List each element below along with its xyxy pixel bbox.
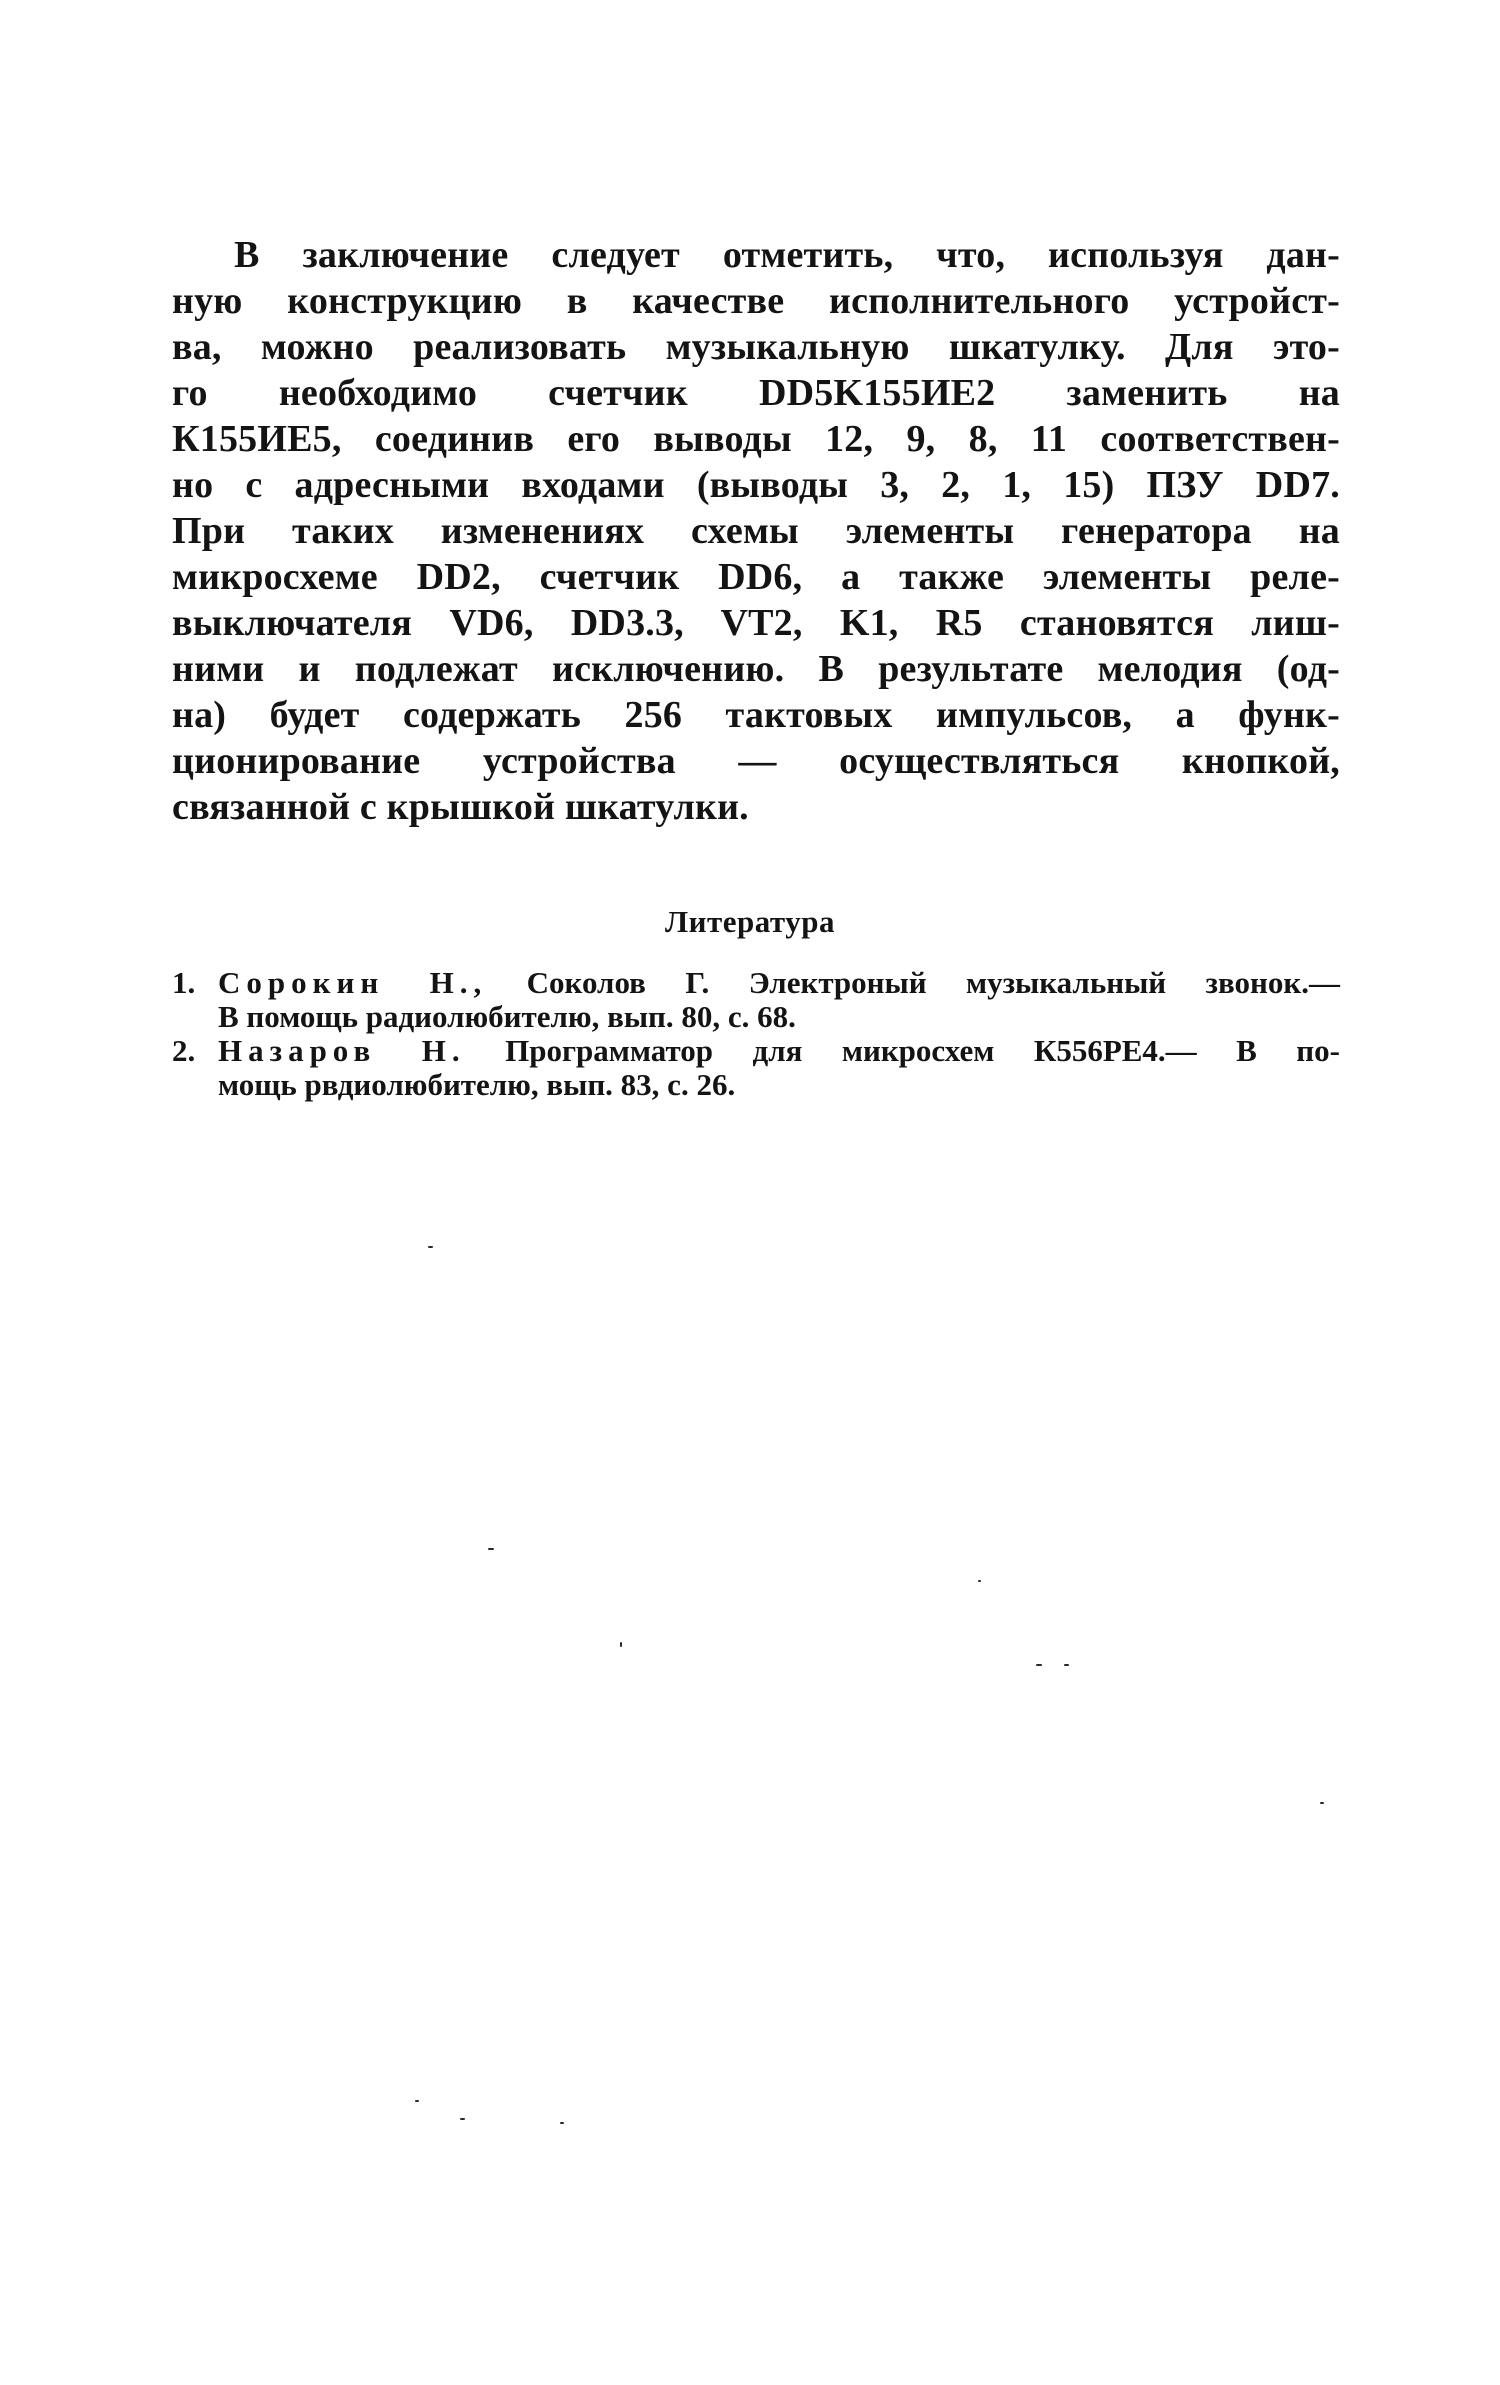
- reference-item: [172, 1034, 1340, 1102]
- body-line: ционирование устройства — осуществляться кнопкой,: [172, 740, 1340, 782]
- body-line: связанной с крышкой шкатулки.: [172, 786, 749, 828]
- body-line: К155ИЕ5, соединив его выводы 12, 9, 8, 11 соответствен-: [172, 418, 1340, 460]
- reference-number: 2.: [172, 1033, 196, 1068]
- reference-line: В помощь радиолюбителю, вып. 80, с. 68.: [218, 999, 796, 1034]
- body-line: микросхеме DD2, счетчик DD6, а также элементы реле-: [172, 556, 1340, 598]
- reference-author: Назаров Н.: [218, 1033, 466, 1068]
- scan-speck: [1036, 1664, 1042, 1666]
- scan-speck: [1064, 1664, 1069, 1666]
- body-line: В заключение следует отметить, что, используя дан-: [234, 234, 1340, 276]
- scan-speck: [428, 1246, 433, 1248]
- references-list: [172, 966, 1340, 1102]
- reference-author: Сорокин Н.,: [218, 965, 488, 1000]
- scan-speck: [978, 1580, 981, 1582]
- body-line: го необходимо счетчик DD5K155ИЕ2 заменить на: [172, 372, 1340, 414]
- reference-number: 1.: [172, 965, 196, 1000]
- body-line: ва, можно реализовать музыкальную шкатулку. Для это-: [172, 326, 1340, 368]
- scan-speck: [560, 2122, 564, 2124]
- scan-speck: [488, 1548, 494, 1550]
- body-line: При таких изменениях схемы элементы генератора на: [172, 510, 1340, 552]
- reference-line: [172, 1034, 1340, 1068]
- body-line: выключателя VD6, DD3.3, VT2, K1, R5 становятся лиш-: [172, 602, 1340, 644]
- reference-item: [172, 966, 1340, 1034]
- body-line: ную конструкцию в качестве исполнительного устройст-: [172, 280, 1340, 322]
- body-line: ними и подлежат исключению. В результате мелодия (од-: [172, 648, 1340, 690]
- reference-title: Программатор для микросхем К556РЕ4.— В по-: [465, 1033, 1340, 1068]
- reference-line: [172, 966, 1340, 1000]
- scan-speck: [620, 1642, 622, 1647]
- references-heading: Литература: [665, 904, 835, 939]
- reference-line: мощь рвдиолюбителю, вып. 83, с. 26.: [218, 1067, 736, 1102]
- body-line: на) будет содержать 256 тактовых импульсов, а функ-: [172, 694, 1340, 736]
- scan-speck: [415, 2100, 419, 2102]
- scan-speck: [1320, 1802, 1324, 1804]
- body-paragraph: [172, 232, 1340, 830]
- reference-title: Соколов Г. Электроный музыкальный звонок.—: [487, 965, 1340, 1000]
- body-line: но с адресными входами (выводы 3, 2, 1, 15) ПЗУ DD7.: [172, 464, 1340, 506]
- scan-speck: [460, 2118, 465, 2120]
